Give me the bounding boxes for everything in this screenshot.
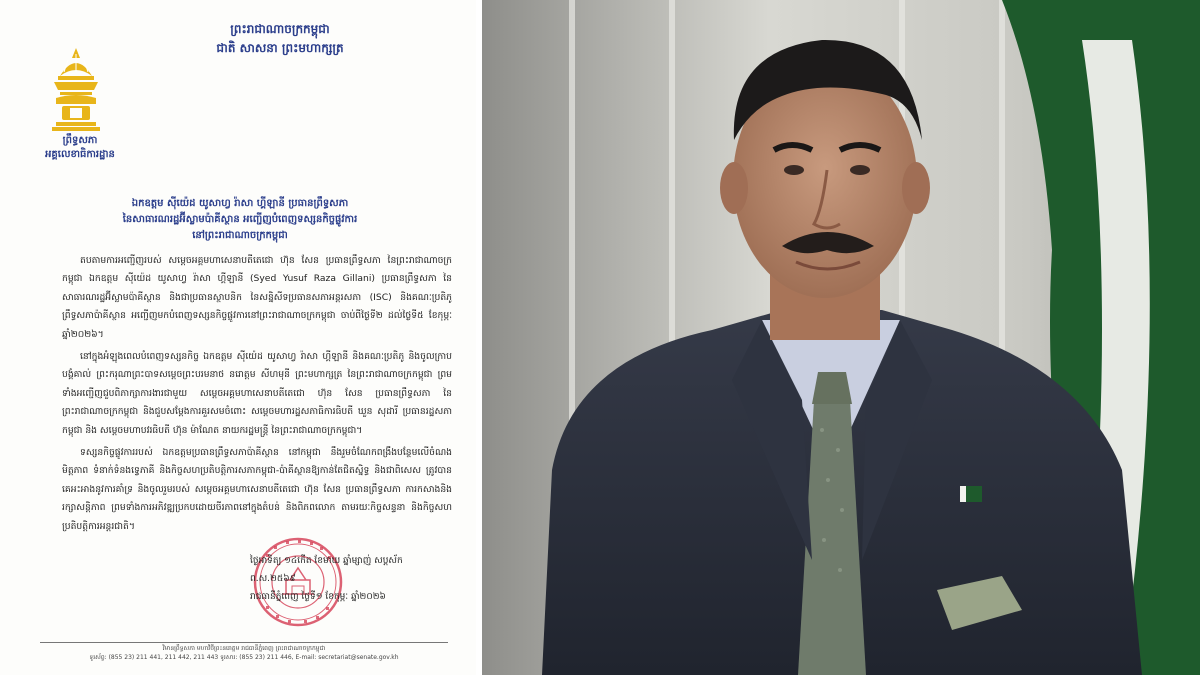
paragraph-2: នៅក្នុងអំឡុងពេលបំពេញទស្សនកិច្ច ឯកឧត្តម ស៊ីយ៉េដ យូសាហ្វ រ៉ាសា ហ្គីឡានី និងគណៈប្រតិភូ និងចូលក្រាបបង្គំគាល់ ព្រះករុណាព្រះបាទសម្តេចព្រះបរមនាថ នរោត្តម សីហមុនី ព្រះមហាក្សត្រ នៃព្រះរាជាណាចក្រកម្ពុជា ព្រមទាំងអញ្ជើញជួបពិភាក្សាការងារជាមួយ សម្តេចអគ្គមហាសេនាបតីតេជោ ហ៊ុន សែន ប្រធានព្រឹទ្ធសភា នៃព្រះរាជាណាចក្រកម្ពុជា និងជួបសម្តែងការគួរសមចំពោះ សម្តេចមហារដ្ឋសភាធិការធិបតី ឃួន សុដារី ប្រធានរដ្ឋសភាកម្ពុជា និង សម្តេចមហាបវរធិបតី ហ៊ុន ម៉ាណែត នាយករដ្ឋមន្ត្រី នៃព្រះរាជាណាចក្រកម្ពុជា។ xyxy=(62,351,452,436)
press-release-document xyxy=(0,0,476,675)
press-release-body xyxy=(62,252,452,540)
document-header xyxy=(150,20,410,58)
portrait-illustration xyxy=(482,0,1200,675)
title-line-1: ឯកឧត្តម ស៊ីយ៉េដ យូសាហ្វ រ៉ាសា ហ្គីឡានី ប្រធានព្រឹទ្ធសភា xyxy=(131,198,349,209)
senate-label: ព្រឹទ្ធសភា xyxy=(62,135,98,146)
kingdom-name: ព្រះរាជាណាចក្រកម្ពុជា xyxy=(230,22,330,36)
footer-contact: ទូរស័ព្ទ: (855 23) 211 441, 211 442, 211 443 ទូរសារ: (855 23) 211 446, E-mail: secretariat@senate.gov.kh xyxy=(89,654,399,661)
title-line-3: នៅព្រះរាជាណាចក្រកម្ពុជា xyxy=(192,230,288,241)
press-release-title xyxy=(90,196,390,244)
portrait-photo xyxy=(482,0,1200,675)
document-date xyxy=(250,552,450,606)
paragraph-1: តបតាមការអញ្ជើញរបស់ សម្តេចអគ្គមហាសេនាបតីតេជោ ហ៊ុន សែន ប្រធានព្រឹទ្ធសភា នៃព្រះរាជាណាចក្រកម្ពុជា ឯកឧត្តម ស៊ីយ៉េដ យូសាហ្វ រ៉ាសា ហ្គីឡានី (Syed Yusuf Raza Gillani) ប្រធានព្រឹទ្ធសភា នៃសាធារណរដ្ឋអ៊ីស្លាមប៉ាគីស្ថាន និងជាប្រធានស្ថាបនិក នៃសន្និសីទប្រធានសភាអន្តរសភា (ISC) និងគណៈប្រតិភូព្រឹទ្ធសភាប៉ាគីស្ថាន អញ្ជើញមកបំពេញទស្សនកិច្ចផ្លូវការនៅព្រះរាជាណាចក្រកម្ពុជា ចាប់ពីថ្ងៃទី២ ដល់ថ្ងៃទី៥ ខែកុម្ភៈ ឆ្នាំ២០២៦។ xyxy=(62,255,452,340)
lunar-date: ថ្ងៃអាទិត្យ ១៤កើត ខែមាឃ ឆ្នាំម្សាញ់ សប្តស័ក ព.ស.២៥៦៩ xyxy=(250,556,403,584)
footer-divider xyxy=(40,642,448,643)
document-footer xyxy=(40,644,448,662)
senate-department-label xyxy=(20,134,140,162)
title-line-2: នៃសាធារណរដ្ឋអ៊ីស្លាមប៉ាគីស្ថាន អញ្ជើញបំពេញទស្សនកិច្ចផ្លូវការ xyxy=(122,214,358,225)
department-label: អគ្គលេខាធិការដ្ឋាន xyxy=(45,149,115,160)
paragraph-3: ទស្សនកិច្ចផ្លូវការរបស់ ឯកឧត្តមប្រធានព្រឹទ្ធសភាប៉ាគីស្ថាន នៅកម្ពុជា នឹងរួមចំណែកពង្រឹងបន្ថែមលើចំណងមិត្តភាព ទំនាក់ទំនងទ្វេភាគី និងកិច្ចសហប្រតិបត្តិការសភាកម្ពុជា-ប៉ាគីស្ថានឱ្យកាន់តែជិតស្និទ្ធ និងជាពិសេស ត្រូវបានគេអះអាងនូវការគាំទ្រ និងចូលរួមរបស់ សម្តេចអគ្គមហាសេនាបតីតេជោ ហ៊ុន សែន ប្រធានព្រឹទ្ធសភា ការកសាងនិងរក្សាសន្តិភាព ព្រមទាំងការអភិវឌ្ឍប្រកបដោយចីរភាពនៅក្នុងតំបន់ និងពិភពលោក តាមរយៈកិច្ចសន្ទនា និងកិច្ចសហប្រតិបត្តិការអន្តរជាតិ។ xyxy=(62,447,452,532)
gregorian-date: រាជធានីភ្នំពេញ ថ្ងៃទី១ ខែកុម្ភៈ ឆ្នាំ២០២៦ xyxy=(250,592,386,602)
senate-emblem-icon xyxy=(46,46,106,132)
national-motto: ជាតិ សាសនា ព្រះមហាក្សត្រ xyxy=(216,41,344,55)
footer-address: វិមានព្រឹទ្ធសភា មហាវិថីព្រះនរោត្តម រាជធានីភ្នំពេញ ព្រះរាជាណាចក្រកម្ពុជា xyxy=(162,645,326,652)
